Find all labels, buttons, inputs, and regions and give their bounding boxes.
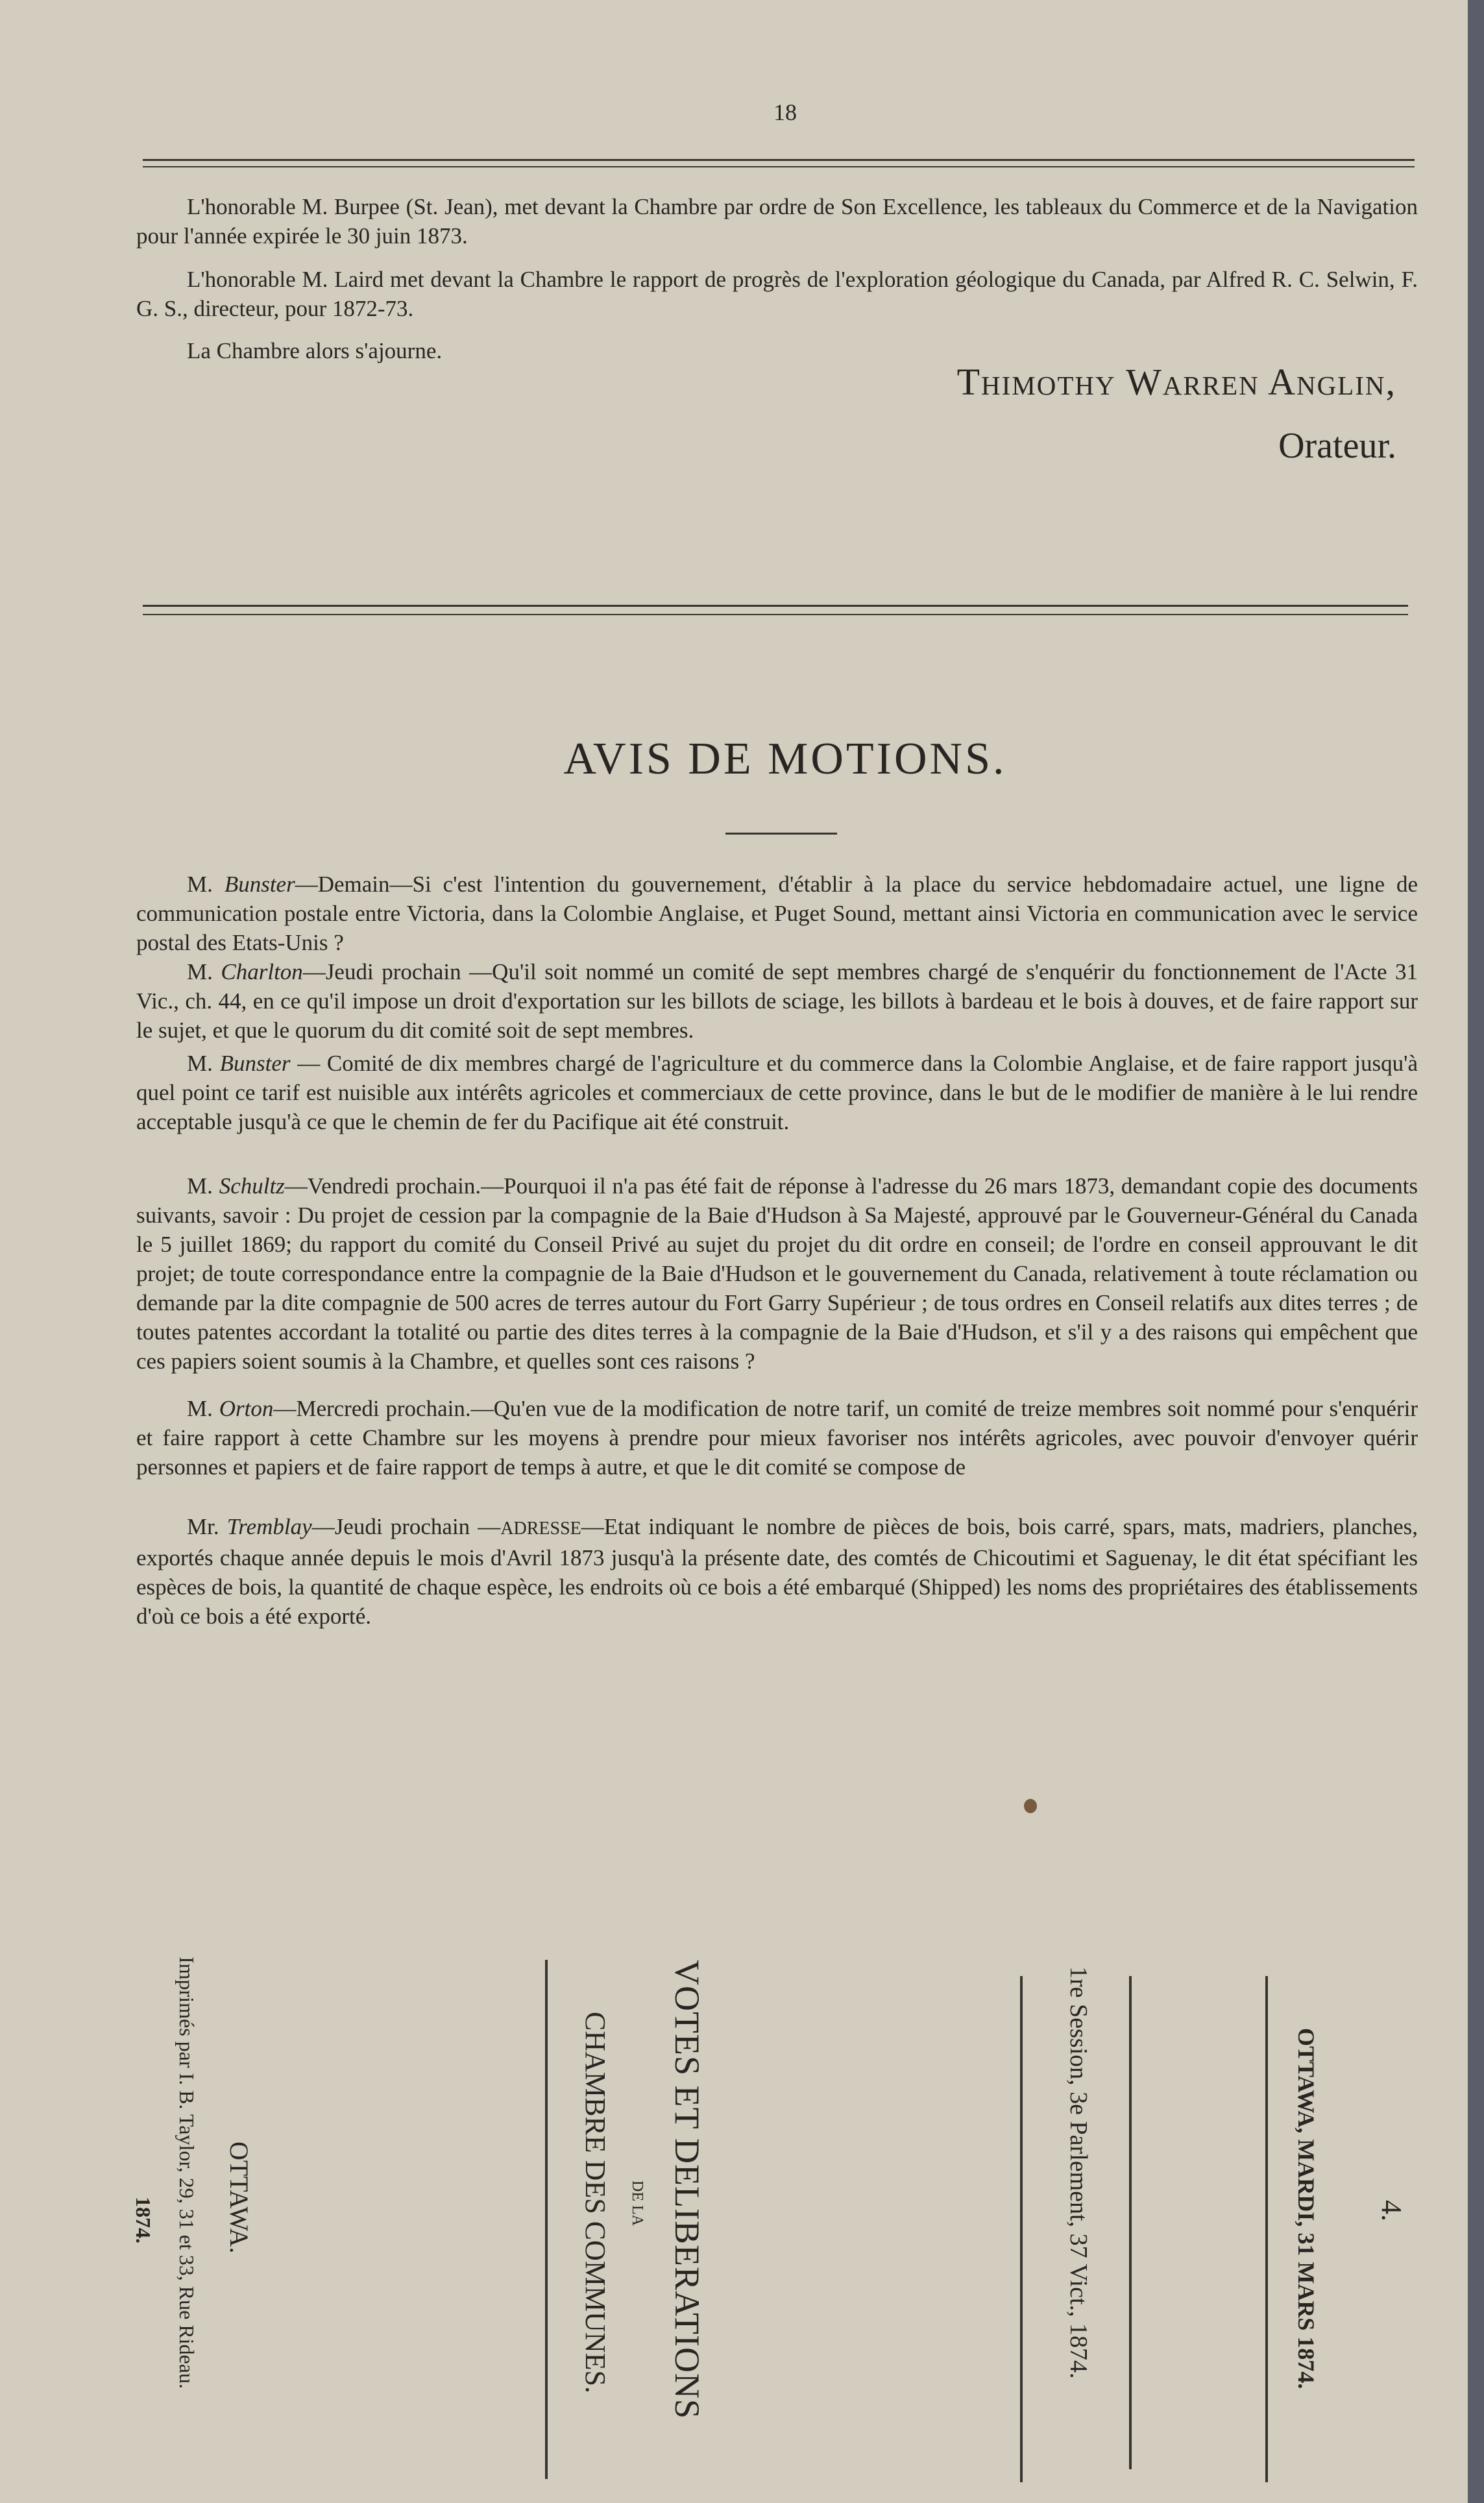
speaker-title: Orateur. (1278, 426, 1396, 466)
cover-place: OTTAWA. (225, 2142, 254, 2254)
scan-border (1468, 0, 1484, 2503)
motion-text: —Jeudi prochain — (311, 1514, 501, 1539)
motion-smallcaps: ADRESSE (500, 1519, 581, 1539)
cover-rule (545, 1960, 548, 2479)
motion-item (136, 1171, 1418, 1376)
cover-rule (1129, 1976, 1132, 2469)
paragraph-adjourn: La Chambre alors s'ajourne. (187, 338, 443, 363)
cover-session: 1re Session, 3e Parlement, 37 Vict., 1874. (1065, 1966, 1092, 2379)
motion-member: M. Schultz (187, 1173, 285, 1199)
cover-number: 4. (1376, 2200, 1407, 2221)
cover-printer: Imprimés par I. B. Taylor, 29, 31 et 33, Rue Rideau. (175, 1957, 199, 2389)
section-title: AVIS DE MOTIONS. (563, 734, 1007, 784)
motion-text: — Comité de dix membres chargé de l'agriculture et du commerce dans la Colombie Anglaise, et de faire rapport jusqu'à quel point ce tarif est nuisible aux intérêts agricoles et commerciaux de cette province, dans le but de le modifier de manière à le lui rendre acceptable jusqu'à ce que le chemin de fer du Pacifique ait été construit. (136, 1051, 1418, 1134)
cover-title: VOTES ET DELIBERATIONS (668, 1960, 707, 2419)
cover-rule (1265, 1976, 1268, 2482)
motion-item (136, 1394, 1418, 1482)
page-number: 18 (773, 99, 797, 125)
motion-text: —Vendredi prochain.—Pourquoi il n'a pas été fait de réponse à l'adresse du 26 mars 1873, demandant copie des documents suivants, savoir : Du projet de cession par la compagnie de la Baie d'Hudson à Sa Majesté, approuvé par le Gouverneur-Général du Canada le 5 juillet 1869; du rapport du comité du Conseil Privé au sujet du projet du dit ordre en conseil; de l'ordre en conseil approuvant le dit projet; de toute correspondance entre la compagnie de la Baie d'Hudson et le gouvernement du Canada, relativement à toute réclamation ou demande par la dite compagnie de 500 acres de terres autour du Fort Garry Supérieur ; de tous ordres en Conseil relatifs aux dites terres ; de toutes patentes accordant la totalité ou partie des dites terres à la compagnie de la Baie d'Hudson, et s'il y a des raisons qui empêchent que ces papiers soient soumis à la Chambre, et quelles sont ces raisons ? (136, 1173, 1418, 1374)
speaker-name: Thimothy Warren Anglin, (956, 361, 1396, 403)
motion-member: M. Orton (187, 1396, 274, 1421)
paragraph-burpee: L'honorable M. Burpee (St. Jean), met devant la Chambre par ordre de Son Excellence, les tableaux du Commerce et de la Navigation pour l'année expirée le 30 juin 1873. (136, 194, 1418, 249)
motion-text: —Demain—Si c'est l'intention du gouvernement, d'établir à la place du service hebdomadaire actuel, une ligne de communication postale entre Victoria, dans la Colombie Anglaise, et Puget Sound, mettant ainsi Victoria en communication avec le service postal des Etats-Unis ? (136, 872, 1418, 955)
motion-item (136, 957, 1418, 1045)
title-underline (725, 833, 837, 835)
cover-chamber: CHAMBRE DES COMMUNES. (579, 2012, 611, 2393)
motion-member: M. Bunster (187, 1051, 291, 1076)
paragraph-laird: L'honorable M. Laird met devant la Chambre le rapport de progrès de l'exploration géologique du Canada, par Alfred R. C. Selwin, F. G. S., directeur, pour 1872-73. (136, 267, 1418, 321)
cover-rule (1020, 1976, 1023, 2482)
motion-item (136, 1049, 1418, 1136)
motion-text: —Jeudi prochain —Qu'il soit nommé un comité de sept membres chargé de s'enquérir du fonctionnement de l'Acte 31 Vic., ch. 44, en ce qu'il impose un droit d'exportation sur les billots de sciage, les billots à bardeau et le bois à douves, et de faire rapport sur le sujet, et que le quorum du dit comité soit de sept membres. (136, 959, 1418, 1043)
cover-year: 1874. (132, 2197, 155, 2243)
cover-de-la: DE LA (629, 2180, 646, 2226)
cover-date: OTTAWA, MARDI, 31 MARS 1874. (1293, 2028, 1319, 2389)
motion-text-after: —Etat indiquant le nombre de pièces de bois, bois carré, spars, mats, madriers, planches, exportés chaque année depuis le mois d'Avril 1873 jusqu'à la présente date, des comtés de Chicoutimi et Saguenay, le dit état spécifiant les espèces de bois, la quantité de chaque espèce, les endroits où ce bois a été embarqué (Shipped) les noms des propriétaires des établissements d'où ce bois a été exporté. (136, 1514, 1418, 1629)
separator-rule-2 (143, 614, 1408, 615)
motion-text: —Mercredi prochain.—Qu'en vue de la modification de notre tarif, un comité de treize membres soit nommé pour s'enquérir et faire rapport à cette Chambre sur les moyens à prendre pour mieux favoriser nos intérêts agricoles, avec pouvoir d'envoyer quérir personnes et papiers et de faire rapport de temps à autre, et que le dit comité se compose de (136, 1396, 1418, 1480)
motion-item (136, 870, 1418, 957)
ink-smudge (1024, 1799, 1037, 1813)
motion-item (136, 1512, 1418, 1631)
motion-member: Mr. Tremblay (187, 1514, 312, 1539)
separator-rule (143, 605, 1408, 607)
motion-member: M. Charlton (187, 959, 303, 984)
top-rule-2 (143, 166, 1415, 167)
motion-member: M. Bunster (187, 872, 295, 897)
top-rule (143, 159, 1415, 161)
